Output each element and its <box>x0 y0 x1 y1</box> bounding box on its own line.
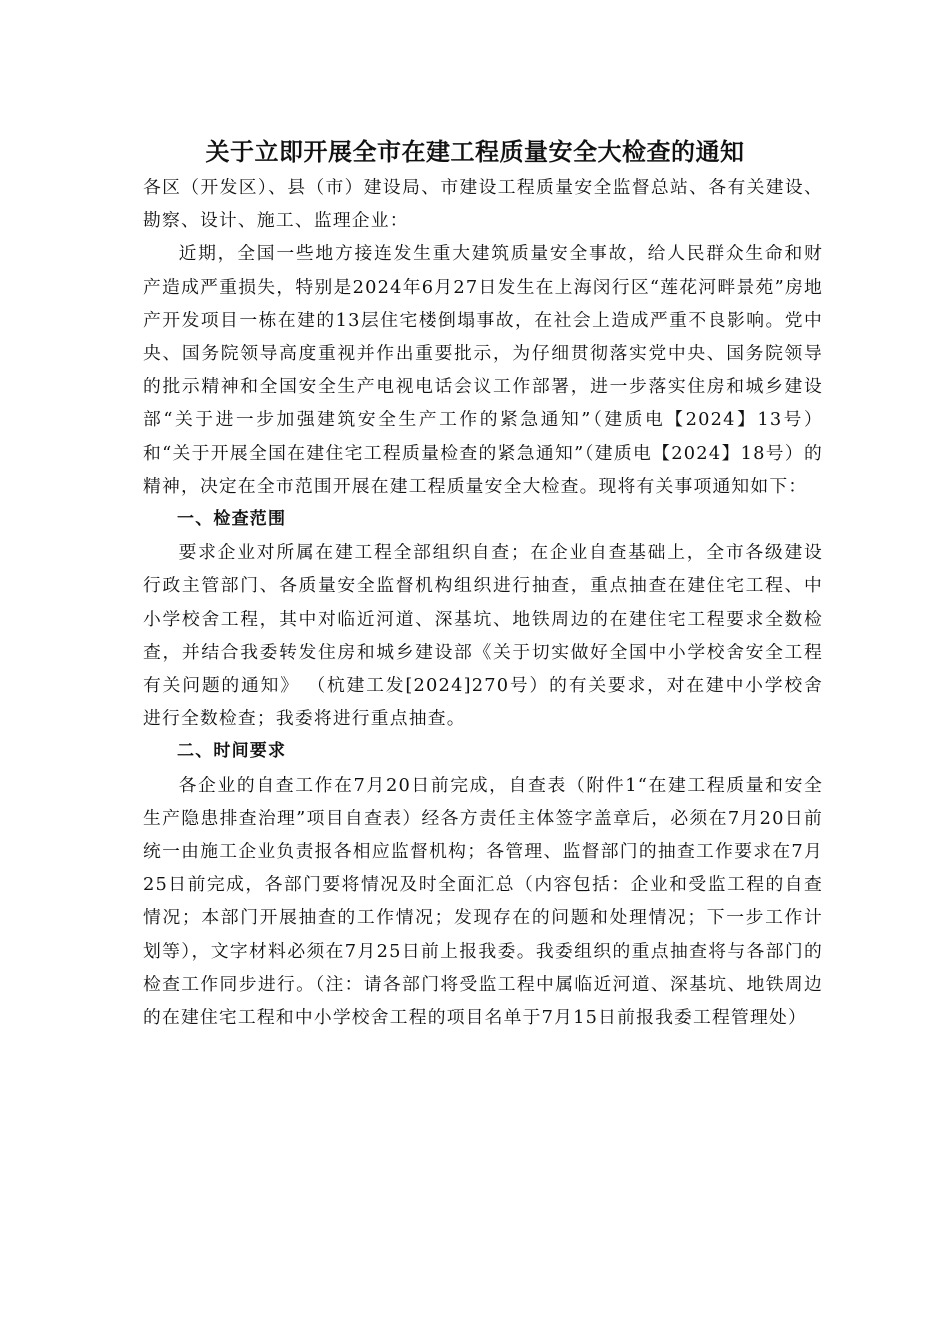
section-body-scope: 要求企业对所属在建工程全部组织自查；在企业自查基础上，全市各级建设行政主管部门、各质量安全监督机构组织进行抽查，重点抽查在建住宅工程、中小学校舍工程，其中对临近河道、深基坑、地铁周边的在建住宅工程要求全数检查，并结合我委转发住房和城乡建设部《关于切实做好全国中小学校舍安全工程有关问题的通知》 （杭建工发[2024]270号）的有关要求，对在建中小学校舍进行全数检查；我委将进行重点抽查。 <box>143 542 823 730</box>
intro-paragraph: 近期，全国一些地方接连发生重大建筑质量安全事故，给人民群众生命和财产造成严重损失，特别是2024年6月27日发生在上海闵行区“莲花河畔景苑”房地产开发项目一栋在建的13层住宅楼倒塌事故，在社会上造成严重不良影响。党中央、国务院领导高度重视并作出重要批示，为仔细贯彻落实党中央、国务院领导的批示精神和全国安全生产电视电话会议工作部署，进一步落实住房和城乡建设部“关于进一步加强建筑安全生产工作的紧急通知”（建质电【2024】13号）和“关于开展全国在建住宅工程质量检查的紧急通知”（建质电【2024】18号）的精神，决定在全市范围开展在建工程质量安全大检查。现将有关事项通知如下： <box>143 243 823 497</box>
section-heading-timing: 二、时间要求 <box>177 741 287 762</box>
document-title: 关于立即开展全市在建工程质量安全大检查的通知 <box>205 138 745 166</box>
section-heading-scope: 一、检查范围 <box>177 509 287 530</box>
recipients-paragraph: 各区（开发区）、县（市）建设局、市建设工程质量安全监督总站、各有关建设、勘察、设计、施工、监理企业： <box>143 177 823 232</box>
section-body-timing: 各企业的自查工作在7月20日前完成，自查表（附件1“在建工程质量和安全生产隐患排查治理”项目自查表）经各方责任主体签字盖章后，必须在7月20日前统一由施工企业负责报各相应监督机构；各管理、监督部门的抽查工作要求在7月25日前完成，各部门要将情况及时全面汇总（内容包括：企业和受监工程的自查情况；本部门开展抽查的工作情况；发现存在的问题和处理情况；下一步工作计划等），文字材料必须在7月25日前上报我委。我委组织的重点抽查将与各部门的检查工作同步进行。（注：请各部门将受监工程中属临近河道、深基坑、地铁周边的在建住宅工程和中小学校舍工程的项目名单于7月15日前报我委工程管理处） <box>143 774 823 1029</box>
document-body <box>143 171 823 1034</box>
